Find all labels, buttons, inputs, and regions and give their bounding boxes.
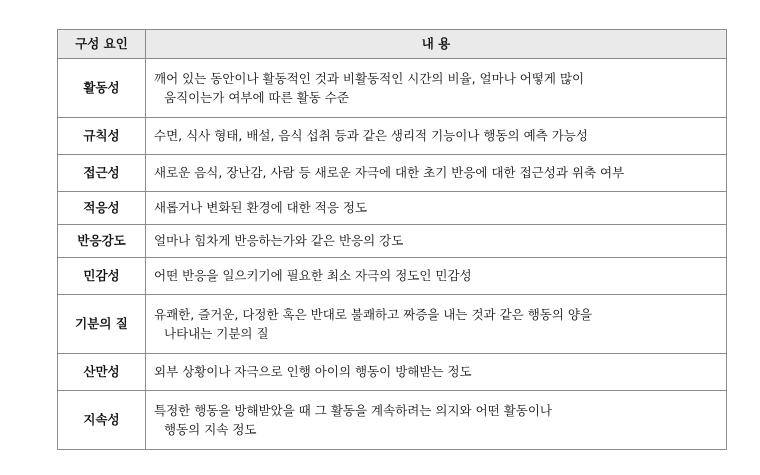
factor-cell: 반응강도 (58, 225, 146, 258)
factor-cell: 활동성 (58, 59, 146, 118)
description-cell (146, 391, 727, 450)
description-cell (146, 354, 727, 391)
description-cell (146, 258, 727, 295)
factor-cell: 민감성 (58, 258, 146, 295)
temperament-table (57, 29, 727, 450)
table-row (58, 258, 727, 295)
description-cell (146, 155, 727, 192)
description-line: 새롭거나 변화된 환경에 대한 적응 정도 (154, 200, 368, 216)
description-line: 외부 상황이나 자극으로 인행 아이의 행동이 방해받는 정도 (154, 364, 472, 380)
description-cell (146, 225, 727, 258)
description-line: 나타내는 기분의 질 (164, 326, 269, 341)
description-cell (146, 192, 727, 225)
description-line: 어떤 반응을 일으키기에 필요한 최소 자극의 정도인 민감성 (154, 268, 472, 284)
factor-cell: 산만성 (58, 354, 146, 391)
description-line: 특정한 행동을 방해받았을 때 그 활동을 계속하려는 의지와 어떤 활동이나 (154, 402, 553, 418)
description-cell (146, 59, 727, 118)
description-line: 깨어 있는 동안이나 활동적인 것과 비활동적인 시간의 비율, 얼마나 어떻게 많이 (154, 70, 585, 86)
description-line: 수면, 식사 형태, 배설, 음식 섭취 등과 같은 생리적 기능이나 행동의 예측 가능성 (154, 128, 588, 144)
factor-cell: 규칙성 (58, 118, 146, 155)
table-row (58, 354, 727, 391)
table-row (58, 192, 727, 225)
factor-cell: 지속성 (58, 391, 146, 450)
description-cell (146, 118, 727, 155)
factor-cell: 접근성 (58, 155, 146, 192)
table-row (58, 155, 727, 192)
factor-cell: 적응성 (58, 192, 146, 225)
table-row (58, 225, 727, 258)
description-line: 얼마나 힘차게 반응하는가와 같은 반응의 강도 (154, 233, 404, 249)
description-cell (146, 295, 727, 354)
table-row (58, 118, 727, 155)
description-line: 새로운 음식, 장난감, 사람 등 새로운 자극에 대한 초기 반응에 대한 접근성과 위축 여부 (154, 165, 625, 181)
table-row (58, 295, 727, 354)
description-line: 움직이는가 여부에 따른 활동 수준 (164, 90, 349, 105)
description-line: 행동의 지속 정도 (164, 422, 257, 437)
table-row (58, 59, 727, 118)
factor-cell: 기분의 질 (58, 295, 146, 354)
table-row (58, 391, 727, 450)
header-row (58, 30, 727, 59)
header-factor: 구성 요인 (58, 30, 146, 59)
description-line: 유쾌한, 즐거운, 다정한 혹은 반대로 불쾌하고 짜증을 내는 것과 같은 행동의 양을 (154, 306, 593, 322)
header-content: 내 용 (146, 30, 727, 59)
